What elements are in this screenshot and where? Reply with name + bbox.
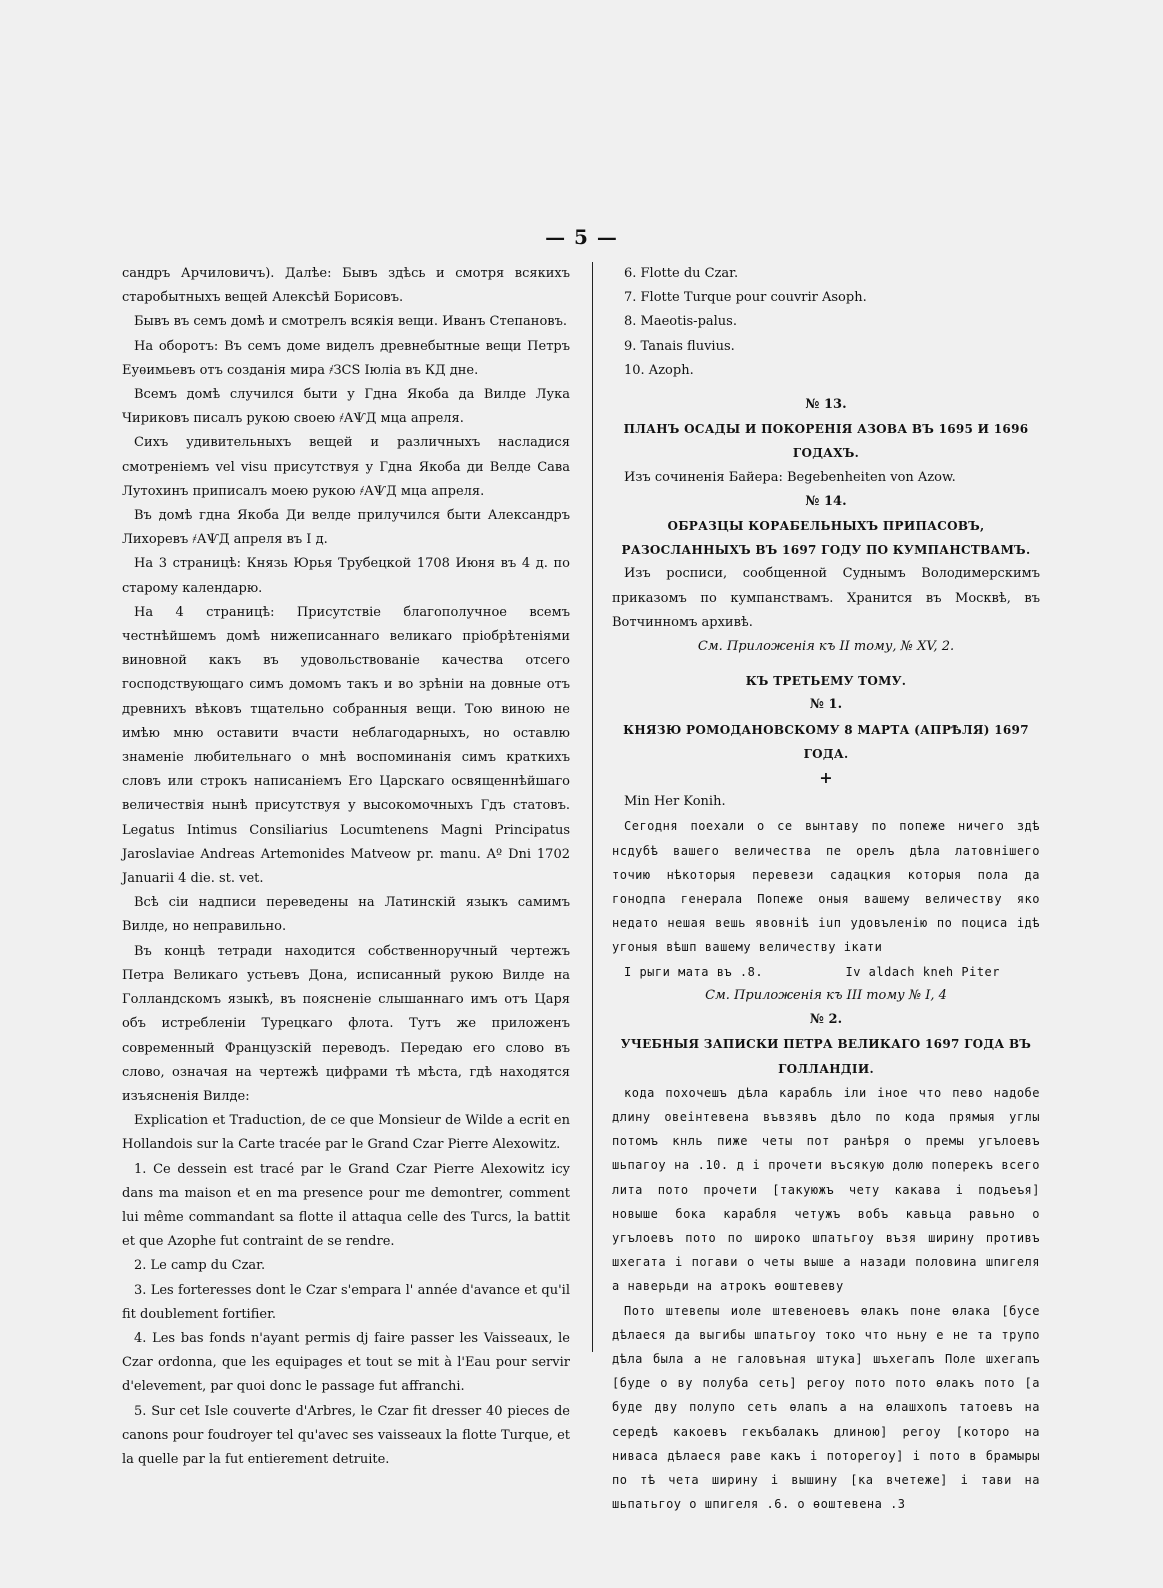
section-number: № 14. — [805, 493, 847, 509]
section-title: УЧЕБНЫЯ ЗАПИСКИ ПЕТРА ВЕЛИКАГО 1697 ГОДА ВЪ ГОЛЛАНДІИ. — [620, 1037, 1032, 1076]
volume-heading: КЪ ТРЕТЬЕМУ ТОМУ. — [745, 674, 907, 689]
list-item: 6. Flotte du Czar. — [624, 266, 739, 281]
letter-salutation: Min Her Konih. — [624, 794, 726, 810]
section-title: КНЯЗЮ РОМОДАНОВСКОМУ 8 МАРТА (АПРѢЛЯ) 1697 ГОДА. — [623, 722, 1029, 761]
letter-signature: Iv aldach kneh Piter — [845, 964, 1000, 979]
paragraph: Изъ росписи, сообщенной Суднымъ Володимерскимъ приказомъ по кумпанствамъ. Хранится въ Москвѣ, въ Вотчинномъ архивѣ. — [612, 566, 1040, 630]
list-item: 8. Maeotis-palus. — [624, 314, 737, 330]
paragraph: Explication et Traduction, de ce que Monsieur de Wilde a ecrit en Hollandois sur la Carte tracée par le Grand Czar Pierre Alexowitz. — [122, 1113, 570, 1153]
paragraph: Изъ сочиненія Байера: Begebenheiten von Azow. — [624, 469, 956, 485]
paragraph: 4. Les bas fonds n'ayant permis dj faire passer les Vaisseaux, le Czar ordonna, que les equipages et tout se mit à l'Eau pour servir d'elevement, par quoi donc le passage fut affranchi. — [122, 1330, 570, 1395]
section-title: ОБРАЗЦЫ КОРАБЕЛЬНЫХЪ ПРИПАСОВЪ, РАЗОСЛАННЫХЪ ВЪ 1697 ГОДУ ПО КУМПАНСТВАМЪ. — [621, 519, 1031, 558]
notes-text: кода похочешъ дѣла карабль iли iное что пево надобе длину овеiнтевена въвзявъ дѣло по кода прямыя углы потомъ кнль пиже четы пот ранѣря о премы угълоевъ шьпагоу на .10. д i прочети въсякую долю поперекъ всего лита пото прочети [такуюжъ чету какава i подъеъя] новыше бока карабля четужъ вобъ кавьца равьно о угълоевъ пото по широко шпатьгоу възя ширину противъ шхегатa i погави о четы выше а назади половина шпигеля а наверьди на атрокъ ѳоштевеву — [612, 1085, 1040, 1294]
paragraph: На оборотъ: Въ семъ доме виделъ древнебытные вещи Петръ Еуѳимьевъ отъ созданія мира ҂ЗСS Іюліа въ КД дне. — [122, 338, 570, 378]
list-item: 10. Azoph. — [624, 362, 694, 378]
paragraph: Сихъ удивительныхъ вещей и различныхъ насладися смотреніемъ vel visu присутствуя у Гдна Якоба ди Велде Сава Лутохинъ приписалъ моею рукою ҂АѰД мца апреля. — [122, 435, 570, 499]
section-number: № 2. — [809, 1012, 843, 1028]
section-number: № 1. — [809, 697, 843, 713]
notes-text: Пото штевепы иоле штевеноевъ ѳлакъ поне ѳлака [бусе дѣлаеся да выгибы шпатьгоу токо что ньну е не та трупо дѣла была а не галовъная штука] шъхегапъ Поле шхегапъ [буде о ву полуба сеть] регоу пото пото ѳлакъ пото [а буде дву полупо сеть ѳлапъ а на ѳлашхопъ татоевъ на середѣ какоевъ гекъбалакъ длиною] регоу [которо на ниваса дѣлаеся раве какъ i поторегоу] i пото в брамыры по тѣ чета ширину i вышину [ка вчетеже] i тави на шьпатьгоу о шпигеля .6. о ѳоштевена .3 — [612, 1303, 1040, 1512]
paragraph: На 4 страницѣ: Присутствіе благополучное всемъ честнѣйшемъ домѣ нижеписаннаго великаго пріобрѣтеніями виновной какъ въ удовольствованіе качества отсего господствующаго симъ домомъ такъ и во зрѣніи на довные отъ древнихъ вѣковъ тщательно собранныя вещи. Тою виною не имѣю мню оставити вчасти неблагодарныхъ, но оставлю знаменіе любительнаго о мнѣ воспоминанія симъ краткихъ словъ или строкъ написаніемъ Его Царскаго освященнѣйшаго величествія нынѣ присутствуя у высокомочныхъ Гдъ статовъ. Legatus Intimus Consiliarius Locumtenens Magni Principatus Jaroslaviae Andreas Artemonides Matveow pr. manu. Aº Dni 1702 Januarii 4 die. st. vet. — [122, 604, 570, 887]
letter-closing — [612, 960, 1040, 984]
section-number: № 13. — [805, 397, 847, 413]
paragraph: 5. Sur cet Isle couverte d'Arbres, le Czar fit dresser 40 pieces de canons pour foudroyer tel qu'avec ses vaisseaux la flotte Turque, et la quelle par la fut entierement detruite. — [122, 1403, 570, 1467]
page-number: — 5 — — [545, 225, 618, 249]
paragraph: 3. Les forteresses dont le Czar s'empara l' année d'avance et qu'il fit doublement fortifier. — [122, 1282, 570, 1322]
paragraph: Всемъ домѣ случился быти у Гдна Якоба да Вилде Лука Чириковъ писалъ рукою своею ҂АѰД мца апреля. — [122, 387, 570, 427]
letter-date: I рыги мата въ .8. — [624, 964, 764, 979]
cross-reference: См. Приложенія къ II тому, № XV, 2. — [697, 639, 955, 655]
paragraph: 2. Le camp du Czar. — [134, 1258, 266, 1274]
paragraph: Бывъ въ семъ домѣ и смотрелъ всякія вещи. Иванъ Степановъ. — [134, 314, 568, 330]
right-column — [612, 262, 1040, 1516]
paragraph: На 3 страницѣ: Князь Юрья Трубецкой 1708 Июня въ 4 д. по старому календарю. — [122, 556, 570, 596]
column-divider — [592, 262, 593, 1352]
letter-text: Сегодня поехали о се вынтаву по попеже ничего здѣ нсдубѣ вашего величества пе орелъ дѣла латовнiшего точию нѣкоторыя перевези садацкия которыя пола да гонодпа генерала Попеже оныя вашему величеству яко недато нешая вешь явовнiѣ iuп удовъленiю по поциса iдѣ угоныя вѣшп вашему величеству iкати — [612, 819, 1040, 955]
paragraph: Всѣ сіи надписи переведены на Латинскій языкъ самимъ Вилде, но неправильно. — [122, 895, 570, 935]
paragraph: Въ концѣ тетради находится собственноручный чертежъ Петра Великаго устьевъ Дона, исписанный рукою Вилде на Голландскомъ языкѣ, въ поясненіе слышаннаго имъ отъ Царя объ истребленіи Турецкаго флота. Тутъ же приложенъ современный Французскій переводъ. Передаю его слово въ слово, означая на чертежѣ цифрами тѣ мѣста, гдѣ находятся изъясненія Вилде: — [122, 943, 570, 1104]
left-column — [122, 262, 570, 1472]
paragraph: 1. Ce dessein est tracé par le Grand Czar Pierre Alexowitz icy dans ma maison et en ma presence pour me demontrer, comment lui même commandant sa flotte il attaqua celle des Turcs, la battit et que Azophe fut contraint de se rendre. — [122, 1161, 570, 1250]
section-title: ПЛАНЪ ОСАДЫ И ПОКОРЕНІЯ АЗОВА ВЪ 1695 И 1696 ГОДАХЪ. — [623, 422, 1029, 461]
list-item: 9. Tanais fluvius. — [624, 338, 735, 354]
cross-reference: См. Приложенія къ III тому № I, 4 — [705, 987, 947, 1003]
paragraph: Въ домѣ гдна Якоба Ди велде прилучился быти Александръ Лихоревъ ҂АѰД апреля въ I д. — [122, 508, 570, 548]
list-item: 7. Flotte Turque pour couvrir Asoph. — [624, 290, 867, 306]
cross-mark: + — [819, 768, 833, 788]
paragraph: сандръ Арчиловичъ). Далѣе: Бывъ здѣсь и смотря всякихъ старобытныхъ вещей Алексѣй Борисовъ. — [122, 266, 570, 306]
